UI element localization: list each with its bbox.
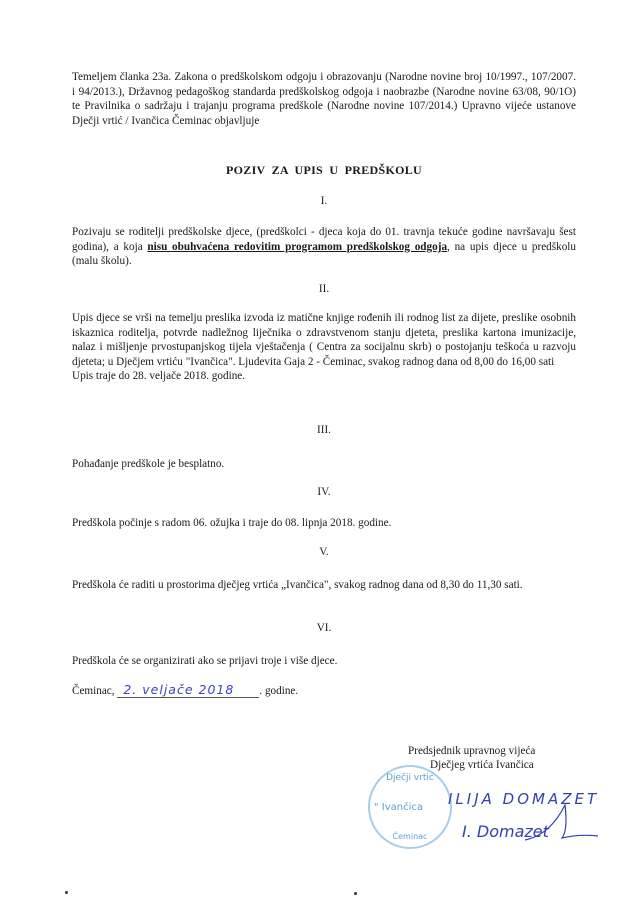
scan-speck [65,891,68,894]
section-2-paragraph [72,311,576,384]
section-numeral-2: II. [318,283,330,295]
scan-speck [354,892,357,895]
official-stamp [368,765,452,849]
section-1-emphasis: nisu obuhvaćena redovitim programom predškolskog odgoja [147,240,448,253]
stamp-top-text: Dječji vrtić [386,773,434,783]
signatory-organization: Dječjeg vrtića Ivančica [430,759,534,771]
signatory-title: Predsjednik upravnog vijeća [408,745,536,757]
signature-flourish [520,800,600,850]
handwritten-signature: I. Domazet [462,822,549,841]
place-label: Čeminac, [72,685,115,697]
section-6-text: Predškola će se organizirati ako se prijavi troje i više djece. [72,655,338,667]
section-numeral-3: III. [317,424,331,436]
section-numeral-1: I. [320,195,328,207]
section-5-text: Predškola će raditi u prostorima dječjeg vrtića „Ivančica", svakog radnog dana od 8,30 do 11,30 sati. [72,579,523,591]
place-date-line [72,682,298,698]
document-title: POZIV ZA UPIS U PREDŠKOLU [226,163,422,177]
section-numeral-5: V. [319,546,329,558]
section-4-text: Predškola počinje s radom 06. ožujka i traje do 08. lipnja 2018. godine. [72,517,392,529]
section-1-paragraph [72,225,576,269]
section-3-text: Pohađanje predškole je besplatno. [72,458,225,470]
section-1-text-before: Pozivaju se roditelji predškolske djece, (predškolci - djeca koja do 01. travnja tekuće godine navršavaju šest godina), a koja [72,226,576,253]
stamp-bottom-text: Čeminac [392,832,428,841]
stamp-middle-text: " Ivančica [374,802,424,813]
section-numeral-6: VI. [316,622,332,634]
section-2-deadline: Upis traje do 28. veljače 2018. godine. [72,370,246,383]
handwritten-date: 2. veljače 2018 [117,682,259,698]
date-suffix: . godine. [259,685,299,697]
handwritten-name: ILIJA DOMAZET [448,790,600,808]
intro-paragraph: Temeljem članka 23a. Zakona o predškolskom odgoju i obrazovanju (Narodne novine broj 10/1997., 107/2007. i 94/2013.), Državnog pedagoškog standarda predškolskog odgoja i naobrazbe (Narodne novine 63/08, 90/1O) te Pravilnika o sadržaju i trajanju programa predškole (Narodne novine 107/2014.) Upravno vijeće ustanove Dječji vrtić / Ivančica Čeminac objavljuje [72,71,576,127]
section-1-text-after: , na upis djece u predškolu (malu školu). [72,240,577,268]
section-numeral-4: IV. [317,486,331,498]
section-2-text: Upis djece se vrši na temelju preslika izvoda iz matične knjige rođenih ili rodnog list za dijete, preslike osobnih iskaznica roditelja, potvrde nadležnog liječnika o zdravstvenom stanju djeteta, preslika kartona imunizacije, nalaz i mišljenje prvostupanjskog tijela vještačenja ( Centra za socijalnu skrb) o postojanju teškoća u razvoju djeteta; u Dječjem vrtiću "Ivančica". Ljudevita Gaja 2 - Čeminac, svakog radnog dana od 8,00 do 16,00 sati [72,312,576,368]
